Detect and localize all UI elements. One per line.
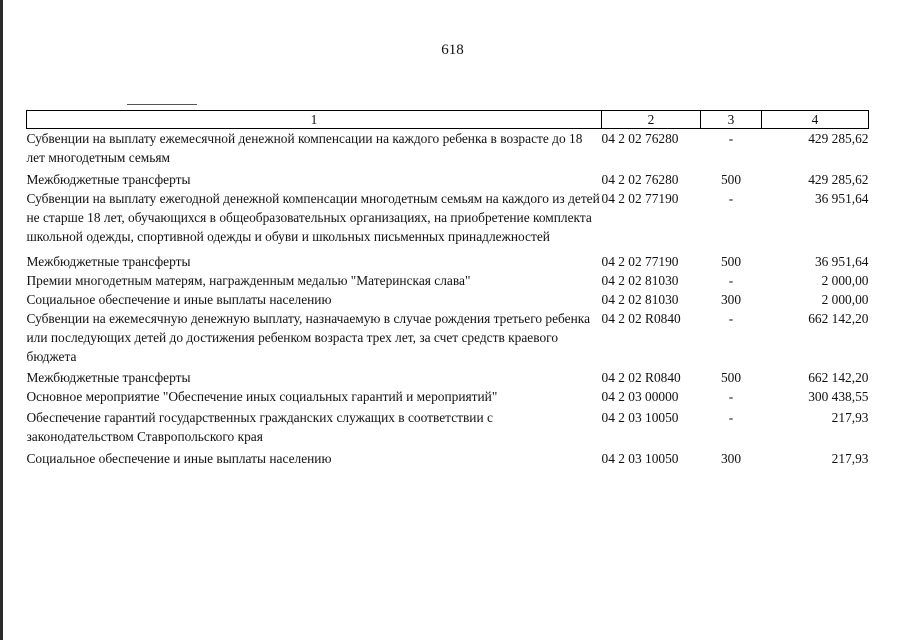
row-code: 04 2 03 00000 bbox=[601, 389, 679, 404]
row-amount: 2 000,00 bbox=[821, 292, 869, 307]
row-code: 04 2 02 77190 bbox=[601, 254, 679, 269]
table-row bbox=[27, 449, 869, 468]
row-type: 300 bbox=[720, 451, 742, 466]
row-code: 04 2 02 81030 bbox=[601, 273, 679, 288]
column-header-1: 1 bbox=[27, 111, 602, 129]
row-type: - bbox=[728, 191, 734, 206]
table-row bbox=[27, 189, 869, 252]
row-type: - bbox=[728, 311, 734, 326]
table-row bbox=[27, 309, 869, 368]
row-code: 04 2 03 10050 bbox=[601, 451, 679, 466]
table-row bbox=[27, 271, 869, 290]
row-code: 04 2 02 81030 bbox=[601, 292, 679, 307]
row-amount: 217,93 bbox=[831, 410, 869, 425]
row-name: Обеспечение гарантий государственных гражданских служащих в соответствии с законодательством Ставропольского края bbox=[26, 410, 493, 444]
row-name: Субвенции на выплату ежегодной денежной компенсации многодетным семьям на каждого из детей не старше 18 лет, обучающихся в общеобразовательных организациях, на приобретение комплекта школьной одежды, спортивной одежды и обуви и школьных письменных принадлежностей bbox=[26, 191, 600, 244]
row-name: Основное мероприятие "Обеспечение иных социальных гарантий и мероприятий" bbox=[26, 389, 498, 404]
row-code: 04 2 02 76280 bbox=[601, 172, 679, 187]
table-row bbox=[27, 290, 869, 309]
page-number: 618 bbox=[441, 42, 464, 58]
table-row bbox=[27, 408, 869, 449]
row-type: 300 bbox=[720, 292, 742, 307]
table-header-row bbox=[27, 111, 869, 129]
row-type: - bbox=[728, 131, 734, 146]
header-line-mark bbox=[127, 104, 197, 105]
row-type: - bbox=[728, 410, 734, 425]
row-code: 04 2 02 R0840 bbox=[601, 370, 681, 385]
column-header-4: 4 bbox=[762, 111, 869, 129]
row-type: 500 bbox=[720, 172, 742, 187]
row-code: 04 2 02 R0840 bbox=[601, 311, 681, 326]
budget-table bbox=[26, 110, 869, 468]
row-name: Межбюджетные трансферты bbox=[26, 370, 191, 385]
table-row bbox=[27, 368, 869, 387]
row-amount: 429 285,62 bbox=[808, 131, 869, 146]
row-name: Межбюджетные трансферты bbox=[26, 254, 191, 269]
row-amount: 662 142,20 bbox=[808, 370, 869, 385]
row-amount: 2 000,00 bbox=[821, 273, 869, 288]
row-name: Субвенции на ежемесячную денежную выплату, назначаемую в случае рождения третьего ребенка или последующих детей до достижения ребенком возраста трех лет, за счет средств краевого бюджета bbox=[26, 311, 591, 364]
row-type: - bbox=[728, 389, 734, 404]
row-type: 500 bbox=[720, 370, 742, 385]
row-amount: 429 285,62 bbox=[808, 172, 869, 187]
row-code: 04 2 02 76280 bbox=[601, 131, 679, 146]
row-name: Межбюджетные трансферты bbox=[26, 172, 191, 187]
row-type: 500 bbox=[720, 254, 742, 269]
row-code: 04 2 02 77190 bbox=[601, 191, 679, 206]
row-code: 04 2 03 10050 bbox=[601, 410, 679, 425]
page-left-edge bbox=[0, 0, 3, 640]
table-row bbox=[27, 170, 869, 189]
table-row bbox=[27, 129, 869, 171]
row-amount: 662 142,20 bbox=[808, 311, 869, 326]
table-row bbox=[27, 252, 869, 271]
row-name: Субвенции на выплату ежемесячной денежной компенсации на каждого ребенка в возрасте до 18 лет многодетным семьям bbox=[26, 131, 583, 165]
row-name: Социальное обеспечение и иные выплаты населению bbox=[26, 451, 332, 466]
row-amount: 217,93 bbox=[831, 451, 869, 466]
table-row bbox=[27, 387, 869, 408]
column-header-3: 3 bbox=[701, 111, 762, 129]
row-name: Социальное обеспечение и иные выплаты населению bbox=[26, 292, 332, 307]
column-header-2: 2 bbox=[602, 111, 701, 129]
row-amount: 36 951,64 bbox=[814, 191, 869, 206]
row-amount: 36 951,64 bbox=[814, 254, 869, 269]
row-amount: 300 438,55 bbox=[808, 389, 869, 404]
row-name: Премии многодетным матерям, награжденным медалью "Материнская слава" bbox=[26, 273, 471, 288]
row-type: - bbox=[728, 273, 734, 288]
